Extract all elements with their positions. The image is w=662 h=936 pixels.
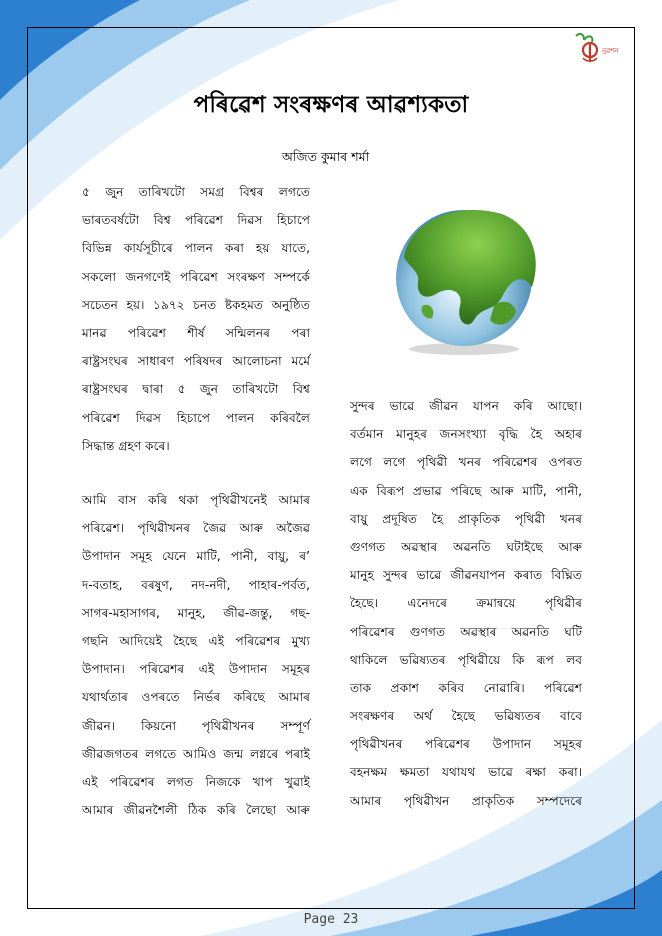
text-line: সিদ্ধান্ত গ্ৰহণ কৰে। [82, 438, 170, 453]
text-line: জীৱন। কিয়নো পৃথিৱীখনৰ সম্পূৰ্ণ [82, 718, 310, 733]
page-number: Page 23 [303, 912, 359, 927]
text-line: বিভিন্ন কাৰ্যসূচীৰে পালন কৰা হয় যাতে, [82, 241, 310, 256]
text-line: গছনি আদিয়েই হৈছে এই পৰিৱেশৰ মুখ্য [82, 633, 310, 648]
text-line: পৰিৱেশৰ গুণগত অৱস্থাৰ অৱনতি ঘটি [350, 624, 582, 639]
text-line: পৃথিৱীখনৰ পৰিৱেশৰ উপাদান সমূহৰ [350, 737, 582, 752]
text-line: সুন্দৰ ভাৱে জীৱন যাপন কৰি আছো। [350, 399, 582, 413]
article-author: অজিত কুমাৰ শৰ্মা [282, 149, 370, 164]
text-line: আমাৰ জীৱনশৈলী ঠিক কৰি লৈছো আৰু [82, 803, 310, 818]
text-line: সকলো জনগণেই পৰিৱেশ সংৰক্ষণ সম্পৰ্কে [82, 269, 310, 284]
text-line: আমি বাস কৰি থকা পৃথিৱীখনেই আমাৰ [82, 493, 310, 507]
earth-grass-globe-image [382, 202, 547, 357]
text-line: হৈছে। এনেদৰে ক্ৰমান্বয়ে পৃথিৱীৰ [350, 596, 582, 611]
text-line: সাগৰ-মহাসাগৰ, মানুহ, জীৱ-জন্তু, গছ- [82, 605, 310, 620]
text-line: বৰ্তমান মানুহৰ জনসংখ্যা বৃদ্ধি হৈ অহাৰ [350, 427, 582, 442]
text-line: পৰিৱেশ। পৃথিৱীখনৰ জৈৱ আৰু অজৈৱ [82, 521, 310, 536]
text-line: মানুহ সুন্দৰ ভাৱে জীৱনযাপন কৰাত বিঘ্নিত [350, 568, 582, 583]
text-line: মানৱ পৰিৱেশ শীৰ্ষ সন্মিলনৰ পৰা [82, 325, 310, 340]
text-line: আমাৰ পৃথিৱীখন প্ৰাকৃতিক সম্পদেৰে [350, 793, 582, 808]
text-line: এক বিৰূপ প্ৰভাৱ পৰিছে আৰু মাটি, পানী, [350, 483, 582, 498]
text-line: জীৱজগতৰ লগতে আমিও জন্ম লগ্নৰে পৰাই [82, 746, 310, 761]
logo-text: নুৱশন [602, 47, 619, 55]
text-line: দ-বতাহ, বৰষুণ, নদ-নদী, পাহাৰ-পৰ্বত, [82, 577, 310, 592]
text-line: উপাদান। পৰিৱেশৰ এই উপাদান সমূহৰ [82, 662, 310, 677]
paragraph-1 [82, 178, 310, 460]
magazine-logo [570, 30, 630, 64]
article-title: পৰিৱেশ সংৰক্ষণৰ আৱশ্যকতা [193, 92, 469, 118]
text-line: ৫ জুন তাৰিখটো সমগ্ৰ বিশ্বৰ লগতে [82, 185, 310, 199]
text-line: সচেতন হয়। ১৯৭২ চনত ষ্টকহমত অনুষ্ঠিত [82, 297, 310, 312]
text-line: সংৰক্ষণৰ অৰ্থ হৈছে ভৱিষ্যতৰ বাবে [350, 709, 582, 724]
text-line: ভাৰতবৰ্ষটো বিশ্ব পৰিৱেশ দিৱস হিচাপে [82, 213, 310, 228]
text-line: ৰাষ্ট্ৰসংঘৰ সাধাৰণ পৰিষদৰ আলোচনা মৰ্মে [82, 354, 310, 369]
text-line: বায়ু প্ৰদূষিত হৈ প্ৰাকৃতিক পৃথিৱী খনৰ [350, 511, 582, 526]
paragraph-2 [82, 486, 310, 824]
text-line: বহনক্ষম ক্ষমতা যথাযথ ভাৱে ৰক্ষা কৰা। [350, 765, 582, 780]
text-line: থাকিলে ভৱিষ্যতৰ পৃথিৱীয়ে কি ৰূপ লব [350, 652, 582, 667]
text-line: যথাৰ্থতাৰ ওপৰতে নিৰ্ভৰ কৰিছে আমাৰ [82, 690, 310, 705]
text-line: এই পৰিৱেশৰ লগত নিজকে খাপ খুৱাই [82, 774, 310, 789]
text-line: পৰিৱেশ দিৱস হিচাপে পালন কৰিবলৈ [82, 410, 310, 425]
text-line: গুণগত অৱস্থাৰ অৱনতি ঘটাইছে আৰু [350, 539, 582, 554]
text-line: তাক প্ৰকাশ কৰিব নোৱাৰি। পৰিৱেশ [350, 680, 582, 695]
text-line: উপাদান সমূহ যেনে মাটি, পানী, বায়ু, ৰ’ [82, 549, 310, 564]
text-line: ৰাষ্ট্ৰসংঘৰ দ্বাৰা ৫ জুন তাৰিখটো বিশ্ব [82, 382, 310, 397]
text-line: লগে লগে পৃথিৱী খনৰ পৰিৱেশৰ ওপৰত [350, 455, 582, 470]
paragraph-3 [350, 392, 582, 815]
